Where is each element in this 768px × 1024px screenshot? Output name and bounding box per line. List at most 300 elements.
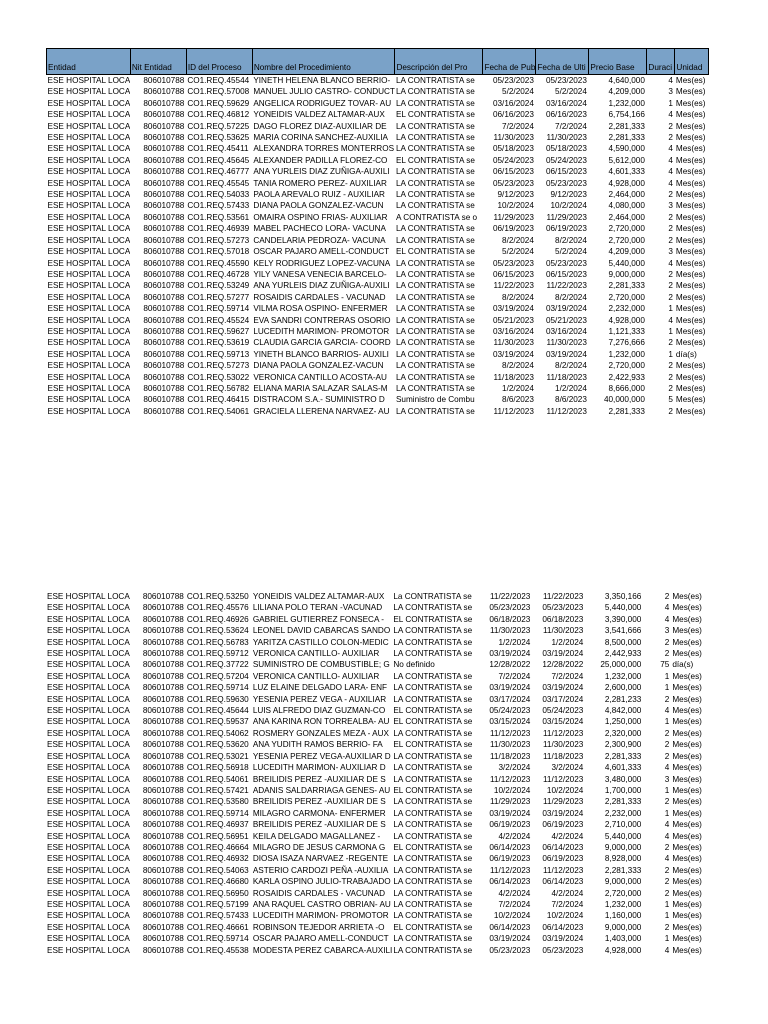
cell-entidad[interactable]: ESE HOSPITAL LOCA [47, 258, 131, 268]
cell-nombre[interactable]: CLAUDIA GARCIA GARCIA- COORD [253, 338, 391, 348]
cell-fecha-ult[interactable]: 06/15/2023 [545, 167, 587, 177]
cell-id-proceso[interactable]: CO1.REQ.37722 [186, 660, 249, 670]
cell-id-proceso[interactable]: CO1.REQ.45544 [187, 76, 250, 85]
table-row[interactable] [46, 774, 705, 785]
cell-unidad[interactable]: Mes(es) [672, 774, 702, 784]
cell-precio-base[interactable]: 2,710,000 [604, 820, 642, 830]
cell-nombre[interactable]: LUCEDITH MARIMON- AUXILIAR D [252, 763, 386, 773]
cell-duracion[interactable]: 3 [664, 626, 670, 636]
cell-nit[interactable]: 806010788 [142, 706, 184, 716]
cell-unidad[interactable]: Mes(es) [675, 190, 706, 200]
cell-nombre[interactable]: ANA YUDITH RAMOS BERRIO- FA [252, 740, 383, 750]
cell-fecha-ult[interactable]: 05/24/2023 [542, 706, 584, 716]
cell-id-proceso[interactable]: CO1.REQ.46728 [187, 269, 250, 279]
cell-nit[interactable]: 806010788 [142, 831, 184, 841]
cell-entidad[interactable]: ESE HOSPITAL LOCA [47, 406, 131, 416]
cell-descripcion[interactable]: LA CONTRATISTA se [393, 763, 473, 773]
table-row[interactable] [46, 637, 705, 648]
cell-fecha-ult[interactable]: 03/19/2024 [545, 304, 587, 314]
cell-nit[interactable]: 806010788 [142, 922, 184, 932]
cell-unidad[interactable]: Mes(es) [672, 649, 702, 659]
cell-nombre[interactable]: YESENIA PEREZ VEGA-AUXILIAR D [252, 751, 391, 761]
header-duracion[interactable]: Duraci [647, 49, 675, 75]
cell-fecha-pub[interactable]: 7/2/2024 [498, 899, 531, 909]
cell-entidad[interactable]: ESE HOSPITAL LOCA [47, 865, 130, 875]
cell-nit[interactable]: 806010788 [142, 797, 184, 807]
cell-fecha-ult[interactable]: 11/22/2023 [546, 281, 587, 291]
cell-fecha-ult[interactable]: 11/22/2023 [542, 592, 584, 601]
cell-nombre[interactable]: KARLA OSPINO JULIO-TRABAJADO [252, 877, 391, 887]
cell-duracion[interactable]: 2 [664, 751, 670, 761]
cell-id-proceso[interactable]: CO1.REQ.57204 [186, 671, 249, 681]
cell-nit[interactable]: 806010788 [143, 361, 185, 371]
cell-nit[interactable]: 806010788 [143, 133, 185, 143]
cell-nombre[interactable]: YONEIDIS VALDEZ ALTAMAR-AUX [252, 592, 385, 601]
cell-entidad[interactable]: ESE HOSPITAL LOCA [47, 683, 130, 693]
cell-entidad[interactable]: ESE HOSPITAL LOCA [47, 614, 130, 624]
cell-fecha-ult[interactable]: 3/2/2024 [551, 763, 584, 773]
cell-fecha-pub[interactable]: 5/2/2024 [502, 87, 534, 97]
cell-entidad[interactable]: ESE HOSPITAL LOCA [47, 660, 130, 670]
cell-fecha-ult[interactable]: 10/2/2024 [546, 785, 584, 795]
cell-precio-base[interactable]: 1,250,000 [604, 717, 642, 727]
cell-precio-base[interactable]: 2,442,933 [604, 649, 642, 659]
cell-id-proceso[interactable]: CO1.REQ.53580 [186, 797, 249, 807]
table-row[interactable] [47, 166, 709, 177]
cell-fecha-ult[interactable]: 06/19/2023 [542, 854, 584, 864]
cell-nombre[interactable]: ANA YURLEIS DIAZ ZUÑIGA-AUXILI [253, 281, 390, 291]
cell-duracion[interactable]: 2 [668, 361, 673, 371]
table-row[interactable] [47, 98, 709, 109]
cell-nit[interactable]: 806010788 [143, 224, 185, 234]
cell-fecha-pub[interactable]: 05/23/2023 [492, 178, 534, 188]
table-row[interactable] [46, 796, 705, 807]
cell-unidad[interactable]: Mes(es) [675, 383, 706, 393]
cell-duracion[interactable]: 2 [668, 121, 673, 131]
cell-duracion[interactable]: 1 [664, 808, 670, 818]
cell-id-proceso[interactable]: CO1.REQ.56918 [186, 763, 249, 773]
cell-nit[interactable]: 806010788 [143, 372, 185, 382]
cell-fecha-ult[interactable]: 06/19/2023 [545, 224, 587, 234]
cell-precio-base[interactable]: 2,320,000 [604, 728, 642, 738]
cell-entidad[interactable]: ESE HOSPITAL LOCA [47, 281, 131, 291]
cell-id-proceso[interactable]: CO1.REQ.53022 [187, 372, 250, 382]
cell-precio-base[interactable]: 3,350,166 [604, 592, 642, 601]
cell-nit[interactable]: 806010788 [142, 877, 184, 887]
cell-descripcion[interactable]: LA CONTRATISTA se [393, 603, 473, 613]
cell-descripcion[interactable]: LA CONTRATISTA se [395, 383, 475, 393]
cell-descripcion[interactable]: LA CONTRATISTA se [393, 945, 473, 955]
cell-nombre[interactable]: DAGO FLOREZ DIAZ-AUXILIAR DE [253, 121, 387, 131]
cell-fecha-pub[interactable]: 5/2/2024 [502, 247, 534, 257]
cell-duracion[interactable]: 1 [668, 326, 673, 336]
table-row[interactable] [46, 694, 705, 705]
cell-entidad[interactable]: ESE HOSPITAL LOCA [47, 797, 130, 807]
cell-fecha-pub[interactable]: 10/2/2024 [493, 911, 531, 921]
cell-descripcion[interactable]: LA CONTRATISTA se [393, 671, 473, 681]
cell-duracion[interactable]: 2 [668, 269, 673, 279]
cell-nit[interactable]: 806010788 [143, 269, 185, 279]
cell-nombre[interactable]: MABEL PACHECO LORA- VACUNA [253, 224, 387, 234]
cell-nit[interactable]: 806010788 [142, 614, 184, 624]
cell-duracion[interactable]: 1 [664, 683, 670, 693]
cell-fecha-pub[interactable]: 7/2/2024 [502, 121, 534, 131]
cell-entidad[interactable]: ESE HOSPITAL LOCA [47, 383, 131, 393]
cell-nombre[interactable]: YINETH BLANCO BARRIOS- AUXILI [253, 349, 389, 359]
cell-id-proceso[interactable]: CO1.REQ.59714 [186, 808, 249, 818]
cell-unidad[interactable]: Mes(es) [672, 626, 702, 636]
cell-descripcion[interactable]: LA CONTRATISTA se [395, 292, 475, 302]
cell-entidad[interactable]: ESE HOSPITAL LOCA [47, 728, 130, 738]
cell-nit[interactable]: 806010788 [143, 315, 185, 325]
cell-fecha-pub[interactable]: 06/14/2023 [489, 842, 531, 852]
cell-precio-base[interactable]: 2,464,000 [608, 212, 645, 222]
cell-duracion[interactable]: 4 [664, 820, 670, 830]
table-row[interactable] [46, 899, 705, 910]
cell-nombre[interactable]: YARITZA CASTILLO COLON-MEDIC [252, 637, 389, 647]
cell-descripcion[interactable]: LA CONTRATISTA se [393, 911, 473, 921]
cell-nombre[interactable]: ANA RAQUEL CASTRO OBRIAN- AU [252, 899, 391, 909]
cell-nit[interactable]: 806010788 [142, 842, 184, 852]
cell-precio-base[interactable]: 2,232,000 [604, 808, 642, 818]
cell-entidad[interactable]: ESE HOSPITAL LOCA [47, 87, 131, 97]
table-row[interactable] [46, 728, 705, 739]
cell-precio-base[interactable]: 9,000,000 [604, 922, 642, 932]
cell-unidad[interactable]: Mes(es) [672, 671, 702, 681]
cell-unidad[interactable]: Mes(es) [675, 110, 706, 120]
cell-nit[interactable]: 806010788 [143, 110, 185, 120]
cell-entidad[interactable]: ESE HOSPITAL LOCA [47, 144, 131, 154]
cell-duracion[interactable]: 2 [668, 383, 673, 393]
cell-fecha-pub[interactable]: 8/6/2023 [502, 395, 534, 405]
cell-entidad[interactable]: ESE HOSPITAL LOCA [47, 224, 131, 234]
cell-precio-base[interactable]: 8,500,000 [604, 637, 642, 647]
cell-unidad[interactable]: Mes(es) [675, 144, 706, 154]
cell-id-proceso[interactable]: CO1.REQ.59630 [186, 694, 249, 704]
cell-entidad[interactable]: ESE HOSPITAL LOCA [47, 808, 130, 818]
cell-precio-base[interactable]: 2,281,333 [604, 797, 642, 807]
cell-nombre[interactable]: YONEIDIS VALDEZ ALTAMAR-AUX [253, 110, 385, 120]
cell-descripcion[interactable]: LA CONTRATISTA se [395, 87, 475, 97]
cell-duracion[interactable]: 2 [664, 694, 670, 704]
cell-unidad[interactable]: Mes(es) [672, 706, 702, 716]
cell-unidad[interactable]: Mes(es) [672, 785, 702, 795]
cell-precio-base[interactable]: 2,232,000 [608, 304, 645, 314]
cell-descripcion[interactable]: LA CONTRATISTA se [395, 269, 475, 279]
cell-descripcion[interactable]: LA CONTRATISTA se [395, 304, 475, 314]
cell-nit[interactable]: 806010788 [142, 911, 184, 921]
cell-fecha-pub[interactable]: 06/14/2023 [489, 922, 531, 932]
cell-nit[interactable]: 806010788 [142, 717, 184, 727]
cell-duracion[interactable]: 1 [668, 304, 673, 314]
cell-fecha-pub[interactable]: 9/12/2023 [497, 190, 534, 200]
cell-fecha-pub[interactable]: 03/19/2024 [492, 349, 534, 359]
cell-unidad[interactable]: Mes(es) [675, 269, 706, 279]
table-row[interactable] [47, 280, 709, 291]
cell-nombre[interactable]: BREILIDIS PEREZ -AUXILIAR DE S [252, 820, 386, 830]
cell-entidad[interactable]: ESE HOSPITAL LOCA [47, 603, 130, 613]
cell-entidad[interactable]: ESE HOSPITAL LOCA [47, 76, 131, 85]
cell-duracion[interactable]: 4 [668, 167, 673, 177]
cell-duracion[interactable]: 2 [664, 637, 670, 647]
cell-entidad[interactable]: ESE HOSPITAL LOCA [47, 201, 131, 211]
cell-fecha-pub[interactable]: 03/15/2024 [489, 717, 531, 727]
cell-entidad[interactable]: ESE HOSPITAL LOCA [47, 190, 131, 200]
cell-entidad[interactable]: ESE HOSPITAL LOCA [47, 649, 130, 659]
table-row[interactable] [47, 189, 709, 200]
cell-entidad[interactable]: ESE HOSPITAL LOCA [47, 717, 130, 727]
cell-duracion[interactable]: 4 [668, 110, 673, 120]
cell-fecha-ult[interactable]: 8/6/2023 [555, 395, 587, 405]
cell-precio-base[interactable]: 9,000,000 [608, 269, 645, 279]
cell-unidad[interactable]: Mes(es) [675, 304, 706, 314]
cell-precio-base[interactable]: 2,720,000 [608, 361, 645, 371]
cell-fecha-pub[interactable]: 05/21/2023 [492, 315, 534, 325]
cell-entidad[interactable]: ESE HOSPITAL LOCA [47, 349, 131, 359]
cell-fecha-pub[interactable]: 06/16/2023 [492, 110, 534, 120]
cell-precio-base[interactable]: 4,842,000 [604, 706, 642, 716]
cell-fecha-ult[interactable]: 06/18/2023 [542, 614, 584, 624]
cell-descripcion[interactable]: EL CONTRATISTA se [393, 785, 473, 795]
cell-entidad[interactable]: ESE HOSPITAL LOCA [47, 706, 130, 716]
cell-fecha-ult[interactable]: 11/30/2023 [542, 626, 584, 636]
cell-unidad[interactable]: Mes(es) [672, 797, 702, 807]
cell-duracion[interactable]: 4 [668, 315, 673, 325]
cell-nombre[interactable]: ROBINSON TEJEDOR ARRIETA -O [252, 922, 385, 932]
cell-nit[interactable]: 806010788 [142, 603, 184, 613]
cell-descripcion[interactable]: LA CONTRATISTA se [395, 235, 475, 245]
cell-fecha-pub[interactable]: 11/29/2023 [489, 797, 531, 807]
cell-descripcion[interactable]: EL CONTRATISTA se [393, 706, 473, 716]
cell-unidad[interactable]: Mes(es) [675, 338, 706, 348]
cell-unidad[interactable]: Mes(es) [675, 87, 706, 97]
table-row[interactable] [46, 785, 705, 796]
cell-entidad[interactable]: ESE HOSPITAL LOCA [47, 98, 131, 108]
cell-fecha-ult[interactable]: 03/19/2024 [542, 649, 584, 659]
cell-nombre[interactable]: DISTRACOM S.A.- SUMINISTRO D [253, 395, 385, 405]
table-row[interactable] [47, 143, 709, 154]
cell-precio-base[interactable]: 6,754,166 [608, 110, 645, 120]
cell-unidad[interactable]: Mes(es) [672, 717, 702, 727]
cell-descripcion[interactable]: LA CONTRATISTA se [395, 144, 475, 154]
cell-fecha-pub[interactable]: 06/18/2023 [489, 614, 531, 624]
cell-precio-base[interactable]: 3,541,666 [604, 626, 642, 636]
cell-descripcion[interactable]: LA CONTRATISTA se [393, 934, 473, 944]
cell-id-proceso[interactable]: CO1.REQ.45545 [187, 178, 250, 188]
cell-descripcion[interactable]: EL CONTRATISTA se [395, 110, 475, 120]
cell-nit[interactable]: 806010788 [143, 76, 185, 85]
cell-unidad[interactable]: Mes(es) [675, 167, 706, 177]
cell-duracion[interactable]: 1 [668, 349, 673, 359]
cell-fecha-pub[interactable]: 06/19/2023 [489, 820, 531, 830]
cell-fecha-ult[interactable]: 12/28/2022 [542, 660, 584, 670]
cell-fecha-pub[interactable]: 11/30/2023 [493, 133, 534, 143]
cell-nombre[interactable]: BREILIDIS PEREZ -AUXILIAR DE S [252, 797, 386, 807]
cell-id-proceso[interactable]: CO1.REQ.46680 [186, 877, 249, 887]
cell-unidad[interactable]: Mes(es) [675, 372, 706, 382]
cell-duracion[interactable]: 2 [668, 292, 673, 302]
cell-unidad[interactable]: Mes(es) [672, 763, 702, 773]
cell-duracion[interactable]: 2 [664, 797, 670, 807]
cell-unidad[interactable]: Mes(es) [675, 224, 706, 234]
cell-descripcion[interactable]: No definido [393, 660, 435, 670]
cell-entidad[interactable]: ESE HOSPITAL LOCA [47, 945, 130, 955]
cell-nit[interactable]: 806010788 [143, 338, 185, 348]
table-row[interactable] [47, 383, 709, 394]
cell-id-proceso[interactable]: CO1.REQ.59714 [186, 934, 249, 944]
table-row[interactable] [47, 212, 709, 223]
cell-duracion[interactable]: 2 [668, 338, 673, 348]
cell-precio-base[interactable]: 4,928,000 [608, 315, 645, 325]
cell-fecha-ult[interactable]: 06/15/2023 [545, 269, 587, 279]
cell-id-proceso[interactable]: CO1.REQ.56951 [186, 831, 249, 841]
cell-nit[interactable]: 806010788 [143, 395, 185, 405]
cell-fecha-ult[interactable]: 8/2/2024 [555, 361, 587, 371]
cell-fecha-ult[interactable]: 05/24/2023 [545, 155, 587, 165]
cell-unidad[interactable]: Mes(es) [672, 694, 702, 704]
cell-fecha-ult[interactable]: 11/29/2023 [546, 212, 587, 222]
cell-fecha-ult[interactable]: 9/12/2023 [550, 190, 587, 200]
cell-duracion[interactable]: 3 [668, 87, 673, 97]
cell-precio-base[interactable]: 25,000,000 [600, 660, 642, 670]
cell-id-proceso[interactable]: CO1.REQ.56783 [186, 637, 249, 647]
cell-unidad[interactable]: Mes(es) [675, 292, 706, 302]
cell-id-proceso[interactable]: CO1.REQ.46939 [187, 224, 250, 234]
cell-descripcion[interactable]: LA CONTRATISTA se [395, 178, 475, 188]
cell-nombre[interactable]: EVA SANDRI CONTRERAS OSORIO [253, 315, 391, 325]
cell-nombre[interactable]: LEONEL DAVID CABARCAS SANDO [252, 626, 391, 636]
cell-id-proceso[interactable]: CO1.REQ.54061 [187, 406, 250, 416]
table-row[interactable] [46, 625, 705, 636]
cell-precio-base[interactable]: 4,209,000 [608, 87, 645, 97]
cell-fecha-ult[interactable]: 1/2/2024 [551, 637, 584, 647]
table-row[interactable] [46, 751, 705, 762]
cell-id-proceso[interactable]: CO1.REQ.46777 [187, 167, 250, 177]
cell-precio-base[interactable]: 3,390,000 [604, 614, 642, 624]
cell-nit[interactable]: 806010788 [142, 899, 184, 909]
cell-entidad[interactable]: ESE HOSPITAL LOCA [47, 121, 131, 131]
cell-precio-base[interactable]: 4,601,333 [608, 167, 645, 177]
cell-fecha-pub[interactable]: 12/28/2022 [489, 660, 531, 670]
cell-nit[interactable]: 806010788 [142, 865, 184, 875]
cell-nombre[interactable]: DIOSA ISAZA NARVAEZ -REGENTE [252, 854, 389, 864]
cell-fecha-ult[interactable]: 4/2/2024 [551, 831, 584, 841]
cell-fecha-pub[interactable]: 05/24/2023 [489, 706, 531, 716]
cell-nit[interactable]: 806010788 [142, 945, 184, 955]
cell-fecha-pub[interactable]: 11/12/2023 [489, 865, 531, 875]
cell-id-proceso[interactable]: CO1.REQ.46932 [186, 854, 249, 864]
cell-fecha-ult[interactable]: 1/2/2024 [555, 383, 587, 393]
cell-nit[interactable]: 806010788 [142, 694, 184, 704]
cell-nombre[interactable]: ADANIS SALDARRIAGA GENES- AU [252, 785, 391, 795]
cell-fecha-ult[interactable]: 05/23/2023 [545, 76, 587, 85]
cell-fecha-pub[interactable]: 05/23/2023 [489, 603, 531, 613]
cell-precio-base[interactable]: 7,276,666 [608, 338, 645, 348]
cell-nombre[interactable]: MILAGRO CARMONA- ENFERMER [252, 808, 386, 818]
cell-duracion[interactable]: 4 [668, 155, 673, 165]
cell-nombre[interactable]: VILMA ROSA OSPINO- ENFERMER [253, 304, 388, 314]
cell-fecha-pub[interactable]: 06/19/2023 [489, 854, 531, 864]
cell-entidad[interactable]: ESE HOSPITAL LOCA [47, 785, 130, 795]
cell-duracion[interactable]: 2 [664, 888, 670, 898]
cell-fecha-ult[interactable]: 11/18/2023 [542, 751, 584, 761]
cell-precio-base[interactable]: 4,928,000 [608, 178, 645, 188]
cell-fecha-pub[interactable]: 05/23/2023 [489, 945, 531, 955]
cell-entidad[interactable]: ESE HOSPITAL LOCA [47, 155, 131, 165]
cell-fecha-pub[interactable]: 11/18/2023 [493, 372, 534, 382]
cell-descripcion[interactable]: LA CONTRATISTA se [393, 751, 473, 761]
cell-unidad[interactable]: Mes(es) [675, 326, 706, 336]
cell-duracion[interactable]: 1 [664, 911, 670, 921]
cell-fecha-pub[interactable]: 03/19/2024 [489, 808, 531, 818]
cell-descripcion[interactable]: LA CONTRATISTA se [395, 315, 475, 325]
cell-precio-base[interactable]: 2,720,000 [608, 224, 645, 234]
cell-unidad[interactable]: Mes(es) [675, 155, 706, 165]
cell-descripcion[interactable]: LA CONTRATISTA se [395, 281, 475, 291]
table-row[interactable] [47, 406, 709, 417]
cell-precio-base[interactable]: 4,209,000 [608, 247, 645, 257]
cell-id-proceso[interactable]: CO1.REQ.57433 [187, 201, 250, 211]
cell-entidad[interactable]: ESE HOSPITAL LOCA [47, 361, 131, 371]
table-row[interactable] [46, 614, 705, 625]
cell-unidad[interactable]: Mes(es) [672, 877, 702, 887]
cell-unidad[interactable]: Mes(es) [675, 315, 706, 325]
cell-unidad[interactable]: Mes(es) [675, 178, 706, 188]
cell-descripcion[interactable]: LA CONTRATISTA se [395, 349, 475, 359]
cell-fecha-ult[interactable]: 06/19/2023 [542, 820, 584, 830]
cell-unidad[interactable]: Mes(es) [672, 888, 702, 898]
cell-precio-base[interactable]: 8,666,000 [608, 383, 645, 393]
table-row[interactable] [47, 360, 709, 371]
cell-fecha-pub[interactable]: 8/2/2024 [502, 361, 534, 371]
cell-fecha-pub[interactable]: 3/2/2024 [498, 763, 531, 773]
cell-id-proceso[interactable]: CO1.REQ.46812 [187, 110, 250, 120]
cell-fecha-ult[interactable]: 03/19/2024 [542, 934, 584, 944]
cell-descripcion[interactable]: EL CONTRATISTA se [393, 740, 473, 750]
cell-fecha-ult[interactable]: 11/30/2023 [542, 740, 584, 750]
cell-entidad[interactable]: ESE HOSPITAL LOCA [47, 235, 131, 245]
cell-descripcion[interactable]: LA CONTRATISTA se [393, 649, 473, 659]
cell-nit[interactable]: 806010788 [142, 888, 184, 898]
cell-entidad[interactable]: ESE HOSPITAL LOCA [47, 888, 130, 898]
cell-nit[interactable]: 806010788 [142, 728, 184, 738]
cell-duracion[interactable]: 2 [668, 133, 673, 143]
cell-id-proceso[interactable]: CO1.REQ.57421 [186, 785, 249, 795]
table-row[interactable] [46, 659, 705, 670]
cell-nit[interactable]: 806010788 [143, 326, 185, 336]
cell-nombre[interactable]: PAOLA AREVALO RUIZ - AUXILIAR [253, 190, 385, 200]
cell-duracion[interactable]: 2 [668, 224, 673, 234]
cell-descripcion[interactable]: LA CONTRATISTA se [395, 338, 475, 348]
cell-precio-base[interactable]: 40,000,000 [603, 395, 645, 405]
cell-fecha-pub[interactable]: 11/12/2023 [489, 728, 531, 738]
cell-entidad[interactable]: ESE HOSPITAL LOCA [47, 922, 130, 932]
cell-fecha-pub[interactable]: 05/23/2023 [492, 258, 534, 268]
cell-duracion[interactable]: 1 [664, 785, 670, 795]
table-row[interactable] [47, 349, 709, 360]
cell-id-proceso[interactable]: CO1.REQ.46661 [186, 922, 249, 932]
cell-unidad[interactable]: Mes(es) [675, 201, 706, 211]
table-row[interactable] [47, 303, 709, 314]
cell-nombre[interactable]: ASTERIO CARDOZI PEÑA -AUXILIA [252, 865, 389, 875]
cell-id-proceso[interactable]: CO1.REQ.57273 [187, 235, 250, 245]
cell-fecha-ult[interactable]: 06/16/2023 [545, 110, 587, 120]
cell-id-proceso[interactable]: CO1.REQ.45411 [187, 144, 249, 154]
cell-unidad[interactable]: Mes(es) [675, 395, 706, 405]
cell-duracion[interactable]: 2 [664, 592, 670, 601]
cell-nit[interactable]: 806010788 [142, 626, 184, 636]
cell-nombre[interactable]: GABRIEL GUTIERREZ FONSECA - [252, 614, 384, 624]
